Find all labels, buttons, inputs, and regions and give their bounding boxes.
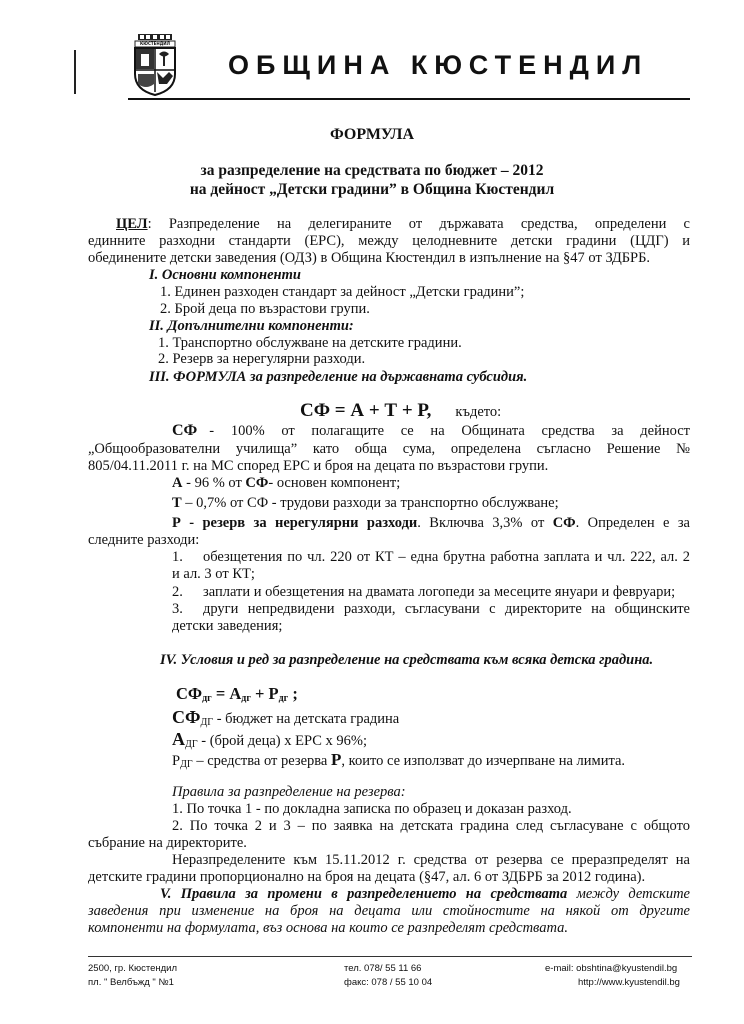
reserve-rule-1: 1. По точка 1 - по докладна записка по образец и доказан разход. — [172, 801, 572, 817]
sf-definition-line-3: 805/04.11.2011 г. на МС според ЕРС и броя на децата по възрастови групи. — [88, 458, 549, 474]
sub-item-1-line-1: обезщетения по чл. 220 от КТ – една брутна работна заплата и чл. 222, ал. 2 — [203, 549, 690, 565]
kindergarten-base-definition: $А_{ДГ}$ - (брой деца) х ЕРС х 96%; — [172, 729, 367, 750]
redistribution-line-2: детските градини пропорционално на броя на децата (§47, ал. 6 от ЗДБРБ за 2012 година). — [88, 869, 646, 885]
kindergarten-reserve-definition: $Р_{ДГ}$ – средства от резерва Р, които се използват до изчерпване на лимита. — [172, 750, 626, 770]
document-title: ФОРМУЛА — [329, 126, 415, 143]
coat-of-arms-logo — [132, 34, 178, 96]
redistribution-line-1: Неразпределените към 15.11.2012 г. средства от резерва се преразпределят на — [172, 852, 690, 868]
section-4-heading: IV. Условия и ред за разпределение на средствата към всяка детска градина. — [160, 652, 654, 668]
sub-item-3-number: 3. — [172, 601, 183, 617]
sub-item-2-line-1: заплати и обезщетения на двамата логопеди за месеците януари и февруари; — [203, 584, 676, 600]
goal-line-2: единните разходни стандарти (ЕРС), между целодневните детски градини (ЦДГ) и — [88, 233, 690, 249]
reserve-rules-heading: Правила за разпределение на резерва: — [172, 784, 406, 800]
sub-item-2-number: 2. — [172, 584, 183, 600]
footer-address-1: 2500, гр. Кюстендил — [88, 963, 178, 974]
section-2-heading: II. Допълнителни компоненти: — [149, 318, 354, 334]
subtitle-line-2: на дейност „Детски градини” в Община Кюстендил — [189, 181, 555, 198]
crest-label: КЮСТЕНДИЛ — [140, 41, 170, 46]
footer-website: http://www.kyustendil.bg — [578, 977, 680, 988]
reserve-rule-2-line-2: събрание на директорите. — [88, 835, 247, 851]
kindergarten-budget-definition: $СФ_{ДГ}$ - бюджет на детската градина — [172, 707, 400, 728]
section-3-heading: III. ФОРМУЛА за разпределение на държавната субсидия. — [149, 369, 528, 385]
section-2-item-2: 2. Резерв за нерегулярни разходи. — [158, 351, 366, 367]
r-definition-line-1: Р - резерв за нерегулярни разходи. Включва 3,3% от СФ. Определен е за — [172, 515, 690, 531]
footer-fax: факс: 078 / 55 10 04 — [344, 977, 433, 988]
section-1-item-2: 2. Брой деца по възрастови групи. — [160, 301, 370, 317]
sub-item-3-line-1: други непредвидени разходи, съгласувани с директорите на общинските — [203, 601, 690, 617]
footer-email: e-mail: obshtina@kyustendil.bg — [545, 963, 678, 974]
section-5-line-2: заведения при изменение на броя на децата или стойностите на някой от другите — [88, 903, 690, 919]
footer-phone: тел. 078/ 55 11 66 — [344, 963, 422, 974]
sub-item-3-line-2: детски заведения; — [172, 618, 283, 634]
goal-line-1: ЦЕЛ: Разпределение на делегираните от държавата средства, определени с — [116, 216, 690, 232]
footer-rule — [88, 956, 692, 957]
header-rule — [128, 98, 690, 100]
t-definition: Т – 0,7% от СФ - трудови разходи за транспортно обслужване; — [172, 495, 559, 511]
organization-name: ОБЩИНА КЮСТЕНДИЛ — [228, 50, 649, 80]
section-5-line-3: компоненти на формулата, въз основа на които се разпределят средствата. — [88, 920, 569, 936]
section-1-item-1: 1. Единен разходен стандарт за дейност „Детски градини”; — [160, 284, 525, 300]
r-definition-line-2: следните разходи: — [88, 532, 200, 548]
sf-definition-line-2: „Общообразователни училища” като обща сума, определена съгласно Решение № — [88, 441, 690, 457]
section-2-item-1: 1. Транспортно обслужване на детските градини. — [158, 335, 462, 351]
sub-item-1-line-2: и ал. 3 от КТ; — [172, 566, 255, 582]
footer-address-2: пл. " Велбъжд " №1 — [88, 977, 174, 988]
kindergarten-formula: $СФ_{дг} = А_{дг} + Р_{дг}$ ; — [176, 684, 298, 704]
main-formula: СФ = А + Т + Р, където: — [300, 400, 502, 421]
sub-item-1-number: 1. — [172, 549, 183, 565]
scan-mark — [74, 50, 76, 94]
a-definition: А - 96 % от СФ- основен компонент; — [172, 475, 401, 491]
subtitle-line-1: за разпределение на средствата по бюджет – 2012 — [200, 162, 544, 179]
section-5-line-1: V. Правила за промени в разпределението на средствата между детските — [160, 886, 690, 902]
sf-definition-line-1: СФ - 100% от полагащите се на Общината средства за дейност — [172, 422, 690, 439]
goal-line-3: обединените детски заведения (ОДЗ) в Община Кюстендил в изпълнение на §47 от ЗДБРБ. — [88, 250, 651, 266]
reserve-rule-2-line-1: 2. По точка 2 и 3 – по заявка на детската градина след съгласуване с общото — [172, 818, 690, 834]
section-1-heading: I. Основни компоненти — [149, 267, 301, 283]
